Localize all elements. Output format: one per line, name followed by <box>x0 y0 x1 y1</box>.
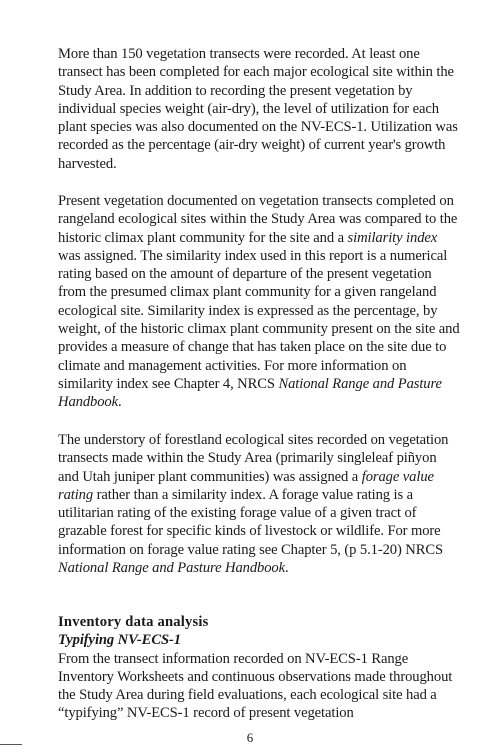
citation-handbook-title: National Range and Pasture Handbook <box>58 375 442 411</box>
section-subheading: Typifying NV-ECS-1 <box>58 632 181 649</box>
term-similarity-index: similarity index <box>347 229 438 246</box>
paragraph-similarity-index <box>58 192 460 412</box>
text-run: Present vegetation documented on vegetation transects completed on rangeland ecological sites within the Study Area was compared to the historic climax plant community for the site and a <box>58 193 458 246</box>
text-run: rather than a similarity index. A forage value rating is a utilitarian rating of the existing forage value of a given tract of grazable forest for specific kinds of livestock or wildlife. For more information on forage value rating see Chapter 5, (p 5.1-20) NRCS <box>58 486 444 558</box>
text-run: . <box>118 394 122 411</box>
scan-edge-mark <box>0 744 22 745</box>
paragraph-vegetation-transects <box>58 45 460 173</box>
paragraph-text <box>58 192 460 412</box>
text-run: . <box>285 560 289 577</box>
text-run: was assigned. The similarity index used in this report is a numerical rating based on the amount of departure of the present vegetation from the presumed climax plant community for a given rangeland ecological site. Similarity index is expressed as the percentage, by weight, of the historic climax plant community present on the site and provides a measure of change that has taken place on the site due to climate and management activities. For more information on similarity index see Chapter 4, NRCS <box>58 247 460 392</box>
term-forage-value-rating: forage value rating <box>58 468 434 503</box>
text-run: The understory of forestland ecological sites recorded on vegetation transects made within the Study Area (primarily singleleaf piñyon and Utah juniper plant communities) was assigned a <box>58 432 449 485</box>
section-inventory-data-analysis <box>58 613 460 723</box>
section-body-text: From the transect information recorded on NV-ECS-1 Range Inventory Worksheets and continuous observations made throughout the Study Area during field evaluations, each ecological site had a “typifying” NV-ECS-1 record of present vegetation <box>58 650 453 722</box>
section-heading: Inventory data analysis <box>58 614 209 630</box>
page-number: 6 <box>246 730 254 745</box>
paragraph-forage-value-rating <box>58 431 460 577</box>
paragraph-text <box>58 431 460 577</box>
citation-handbook-title: National Range and Pasture Handbook <box>58 560 286 577</box>
paragraph-text: More than 150 vegetation transects were recorded. At least one transect has been completed for each major ecological site within the Study Area. In addition to recording the present vegetation by individual species weight (air-dry), the level of utilization for each plant species was also documented on the NV-ECS-1. Utilization was recorded as the percentage (air-dry weight) of current year's growth harvested. <box>58 46 458 172</box>
